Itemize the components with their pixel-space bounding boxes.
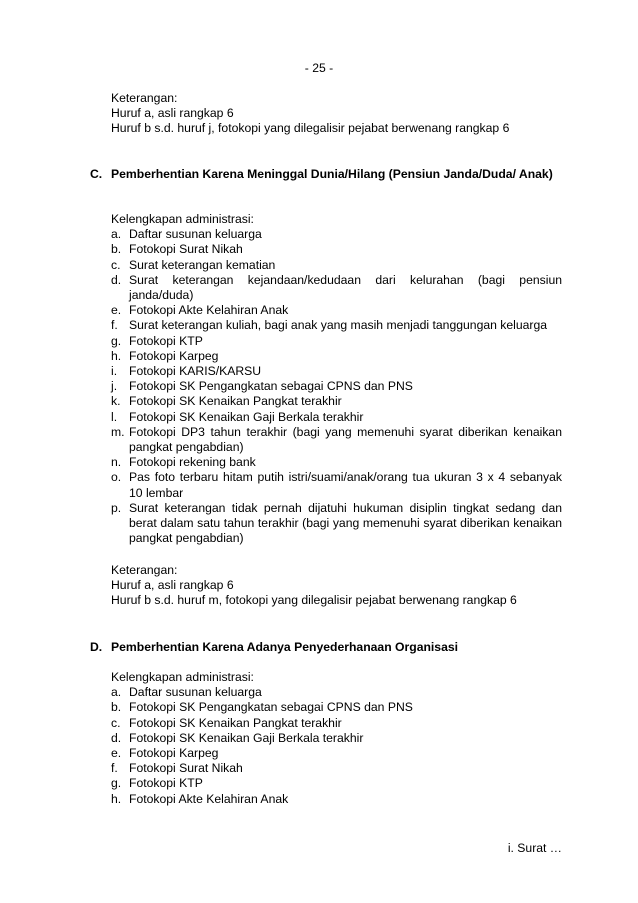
item-text: Surat keterangan kematian xyxy=(129,257,276,272)
item-text: Fotokopi KARIS/KARSU xyxy=(129,364,262,379)
item-text: Fotokopi KTP xyxy=(129,333,203,348)
page-number: - 25 - xyxy=(304,61,334,75)
section-c-body xyxy=(111,212,562,546)
list-item xyxy=(111,455,562,470)
item-label: d. xyxy=(111,730,122,745)
list-item xyxy=(111,776,562,791)
list-item xyxy=(111,425,562,455)
item-label: b. xyxy=(111,700,122,715)
item-label: j. xyxy=(111,379,118,394)
item-text: Daftar susunan keluarga xyxy=(129,227,262,242)
item-label: n. xyxy=(111,455,122,470)
list-item xyxy=(111,273,562,303)
item-text: Fotokopi SK Kenaikan Pangkat terakhir xyxy=(129,394,342,409)
item-text: Fotokopi Akte Kelahiran Anak xyxy=(129,303,289,318)
item-label: h. xyxy=(111,348,122,363)
item-text: Surat keterangan kejandaan/kedudaan dari kelurahan (bagi pensiun janda/duda) xyxy=(129,272,562,303)
item-text: Daftar susunan keluarga xyxy=(129,685,262,700)
list-item xyxy=(111,318,562,333)
list-item xyxy=(111,410,562,425)
item-text: Fotokopi Surat Nikah xyxy=(129,761,243,776)
section-d-body xyxy=(111,670,562,807)
item-label: o. xyxy=(111,470,122,485)
section-d-title: Pemberhentian Karena Adanya Penyederhanaan Organisasi xyxy=(111,640,459,654)
section-c-heading xyxy=(90,167,562,182)
item-text: Surat keterangan kuliah, bagi anak yang masih menjadi tanggungan keluarga xyxy=(129,318,548,333)
list-item xyxy=(111,700,562,715)
list-item xyxy=(111,379,562,394)
list-item xyxy=(111,334,562,349)
item-label: c. xyxy=(111,257,121,272)
section-c-note-line-2: Huruf b s.d. huruf m, fotokopi yang dilegalisir pejabat berwenang rangkap 6 xyxy=(111,593,517,608)
item-label: p. xyxy=(111,500,122,515)
item-text: Fotokopi Karpeg xyxy=(129,348,219,363)
section-d-letter: D. xyxy=(90,640,103,654)
item-label: g. xyxy=(111,776,122,791)
list-item xyxy=(111,364,562,379)
item-label: a. xyxy=(111,227,122,242)
item-text: Fotokopi SK Kenaikan Gaji Berkala terakhir xyxy=(129,409,364,424)
item-label: c. xyxy=(111,715,121,730)
item-label: m. xyxy=(111,424,125,439)
item-text: Fotokopi SK Pengangkatan sebagai CPNS dan PNS xyxy=(129,700,413,715)
item-label: e. xyxy=(111,303,122,318)
list-item xyxy=(111,349,562,364)
item-text: Fotokopi Akte Kelahiran Anak xyxy=(129,791,289,806)
item-label: l. xyxy=(111,409,118,424)
section-d-list xyxy=(111,685,562,807)
item-label: i. xyxy=(111,364,118,379)
next-page-catchword: i. Surat … xyxy=(507,841,562,855)
section-d-intro: Kelengkapan administrasi: xyxy=(111,670,254,684)
list-item xyxy=(111,258,562,273)
list-item xyxy=(111,716,562,731)
item-text: Fotokopi SK Kenaikan Pangkat terakhir xyxy=(129,715,342,730)
list-item xyxy=(111,685,562,700)
item-label: e. xyxy=(111,746,122,761)
section-c-note xyxy=(111,563,562,609)
top-note xyxy=(111,91,562,137)
item-text: Fotokopi SK Pengangkatan sebagai CPNS dan PNS xyxy=(129,379,413,394)
item-text: Surat keterangan tidak pernah dijatuhi hukuman disiplin tingkat sedang dan berat dalam satu tahun terakhir (bagi yang memenuhi syarat diberikan kenaikan pangkat pengabdian) xyxy=(129,500,562,546)
item-text: Fotokopi DP3 tahun terakhir (bagi yang memenuhi syarat diberikan kenaikan pangkat pengabdian) xyxy=(129,424,562,455)
section-d-heading xyxy=(90,640,562,655)
list-item xyxy=(111,501,562,547)
section-c-list xyxy=(111,227,562,546)
list-item xyxy=(111,761,562,776)
list-item xyxy=(111,242,562,257)
section-c-note-heading: Keterangan: xyxy=(111,563,178,577)
item-text: Fotokopi Karpeg xyxy=(129,746,219,761)
item-label: k. xyxy=(111,394,121,409)
top-note-heading: Keterangan: xyxy=(111,91,178,105)
top-note-line-2: Huruf b s.d. huruf j, fotokopi yang dilegalisir pejabat berwenang rangkap 6 xyxy=(111,121,510,136)
item-text: Pas foto terbaru hitam putih istri/suami/anak/orang tua ukuran 3 x 4 sebanyak 10 lembar xyxy=(129,470,562,500)
list-item xyxy=(111,303,562,318)
list-item xyxy=(111,394,562,409)
list-item xyxy=(111,746,562,761)
list-item xyxy=(111,731,562,746)
list-item xyxy=(111,470,562,500)
section-c-letter: C. xyxy=(90,167,103,181)
item-text: Fotokopi SK Kenaikan Gaji Berkala terakhir xyxy=(129,730,364,745)
top-note-line-1: Huruf a, asli rangkap 6 xyxy=(111,106,234,121)
item-label: f. xyxy=(111,761,118,776)
item-label: g. xyxy=(111,333,122,348)
item-label: f. xyxy=(111,318,118,333)
item-label: b. xyxy=(111,242,122,257)
list-item xyxy=(111,227,562,242)
item-label: d. xyxy=(111,272,122,287)
item-label: a. xyxy=(111,685,122,700)
item-label: h. xyxy=(111,791,122,806)
section-c-note-line-1: Huruf a, asli rangkap 6 xyxy=(111,578,234,593)
list-item xyxy=(111,792,562,807)
section-c-intro: Kelengkapan administrasi: xyxy=(111,212,254,226)
item-text: Fotokopi KTP xyxy=(129,776,203,791)
item-text: Fotokopi rekening bank xyxy=(129,455,256,470)
item-text: Fotokopi Surat Nikah xyxy=(129,242,243,257)
section-c-title: Pemberhentian Karena Meninggal Dunia/Hilang (Pensiun Janda/Duda/ Anak) xyxy=(111,167,553,181)
